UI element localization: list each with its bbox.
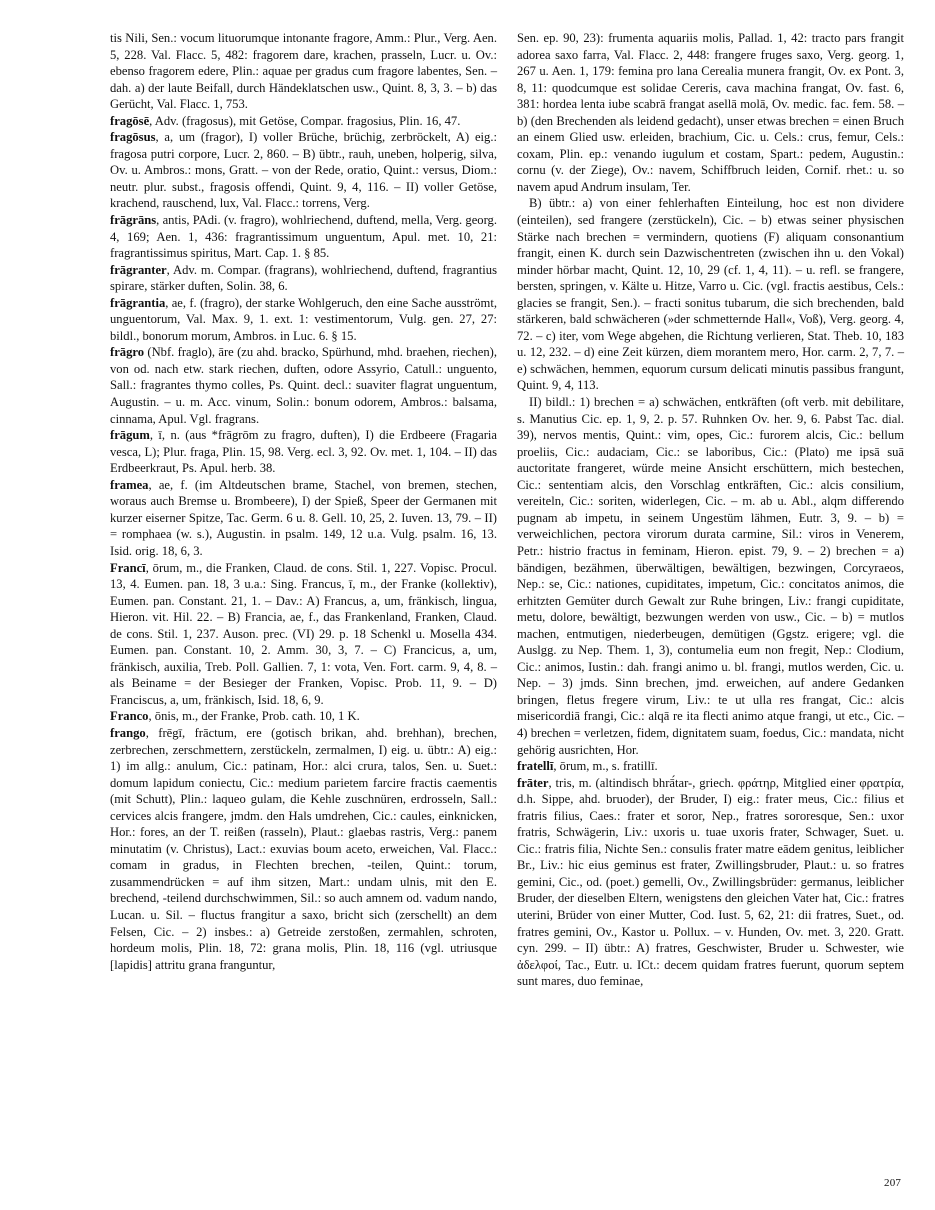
dictionary-entry (110, 295, 497, 345)
headword: Francī (110, 560, 146, 575)
dictionary-entry (110, 725, 497, 973)
headword: frāgum (110, 428, 150, 443)
entry-text: , a, um (fragor), I) voller Brüche, brüchig, zerbröckelt, A) eig.: fragosa putri corpore, Lucr. 2, 860. – B) übtr., rauh, uneben, holperig, silva, Ov. u. Ambros.: mons, Gratt. – von der Rede, oratio, Quint.: versus, Diom.: neutr. plur. subst., fragosis offendi, Quint. 9, 4, 116. – II) voller Getöse, krachend, rauschend, lux, Val. Flacc.: torrens, Verg. (110, 130, 497, 211)
right-column (517, 30, 904, 990)
headword: frāter (517, 775, 549, 790)
dictionary-entry (110, 129, 497, 212)
dictionary-entry (110, 427, 497, 477)
left-column (110, 30, 497, 973)
dictionary-entry (517, 758, 904, 775)
headword: frāgro (110, 345, 145, 360)
dictionary-entry (517, 30, 904, 195)
entry-text: , ī, n. (aus *frāgrōm zu fragro, duften), I) die Erdbeere (Fragaria vesca, L); Plur. fraga, Plin. 15, 98. Verg. ecl. 3, 92. Ov. met. 1, 104. – II) das Erdbeerkraut, Ps. Apul. herb. 38. (110, 428, 497, 476)
headword: frāgrantia (110, 295, 166, 310)
entry-text: , Adv. (fragosus), mit Getöse, Compar. fragosius, Plin. 16, 47. (149, 113, 461, 128)
entry-text: , ae, f. (fragro), der starke Wohlgeruch, den eine Sache ausströmt, unguentorum, Val. Max. 9, 1. ext. 1: vestimentorum, Vulg. gen. 27, 27: bildl., bonorum morum, Ambros. in Luc. 6. § 15. (110, 295, 497, 343)
headword: framea (110, 477, 149, 492)
entry-text: , tris, m. (altindisch bhrā́tar-, griech. φράτηρ, Mitglied einer φρατρία, d.h. Sippe, ahd. bruoder), der Bruder, I) eig.: frater meus, Cic.: filius et fratris filius, Caes.: frater et soror, Nep., fratres sororesque, Sen.: uxor fratris, Schwägerin, Liv.: uxoris u. tuae uxoris frater, Schwager, Suet. u. Cic.: fratris filia, Nichte Sen.: consulis frater matre eādem genitus, leiblicher Br., Liv.: hic eius geminus est frater, Zwillingsbruder, Plaut.: u. so fratres gemini, Cic., od. (poet.) gemelli, Ov., Zwillingsbrüder: germanus, leiblicher Bruder, der dieselben Eltern, wenigstens den gleichen Vater hat, Cic.: fratres uterini, Brüder von einer Mutter, Cod. Iust. 5, 62, 21: dii fratres, Suet., od. fratres gemini, Ov., Kastor u. Pollux. – v. Hunden, Ov. met. 3, 220. Gratt. cyn. 299. – II) übtr.: A) fratres, Geschwister, Bruder u. Schwester, wie ἀδελφοί, Tac., Eutr. u. ICt.: decem quidam fratres fuerunt, quorum septem sunt mares, duo feminae, (517, 775, 904, 989)
headword: fragōsus (110, 130, 156, 145)
entry-text: , antis, PAdi. (v. fragro), wohlriechend, duftend, mella, Verg. georg. 4, 169; Aen. 1, 436: fragrantissimum unguentum, Apul. met. 10, 21: fragrantissimus spiritus, Mart. Cap. 1. § 85. (110, 213, 497, 261)
entry-text: , ōnis, m., der Franke, Prob. cath. 10, 1 K. (148, 709, 360, 724)
dictionary-subsection (517, 394, 904, 758)
entry-text: , Adv. m. Compar. (fragrans), wohlriechend, duftend, fragrantius spirare, stärker duften, Solin. 38, 6. (110, 262, 497, 294)
dictionary-entry (110, 113, 497, 130)
headword: Franco (110, 709, 149, 724)
entry-text: , ōrum, m., s. fratillī. (553, 759, 658, 774)
dictionary-entry (110, 344, 497, 427)
dictionary-entry (110, 30, 497, 113)
entry-text: Sen. ep. 90, 23): frumenta aquariis molis, Pallad. 1, 42: tracto pars frangit adorea saxo farra, Val. Flacc. 2, 448: frangere fruges saxo, Verg. georg. 1, 267 u. Aen. 1, 179: femina pro lana Cerealia munera frangit, Ov. ex Pont. 3, 8, 11: quodcumque est solidae Cereris, cava machina frangat, Ov. fast. 6, 381: hordea lenta iube scabrā frangat asellā molā, Ov. medic. fac. fem. 58. – b) (den Brechenden als leidend gedacht), unser etwas brechen = einen Bruch an einem Glied usw. erleiden, brachium, Cic. u. Cels.: crus, femur, Cels.: coxam, Plin. ep.: venando iugulum et costam, Spart.: pedem, Augustin.: cornu (v. der Ziege), Ov.: navem, Schiffbruch leiden, Cornif. rhet.: u. so navem apud Andrum insulam, Ter. (517, 31, 904, 194)
headword: frāgrāns (110, 213, 157, 228)
dictionary-entry (110, 212, 497, 262)
entry-text: II) bildl.: 1) brechen = a) schwächen, entkräften (oft verb. mit debilitare, s. Manutius Cic. ep. 1, 9, 2. p. 57. Ruhnken Ov. her. 9, 6. Pabst Tac. dial. 39), nervos mentis, Quint.: vim, opes, Cic.: furorem alcis, Cic.: bellum proeliis, Cic.: audaciam, Cic.: se laboribus, Cic.: (Plato) me ipsā suā auctoritate frangeret, würde meine Ansicht erschüttern, mich bestechen, Cic.: sententiam alcis, den Vorschlag entkräften, Cic.: alcis consilium, vereiteln, Cic.: soriten, widerlegen, Cic. – m. ab u. Abl., alqm differendo pugnam ab impetu, in seinem Ungestüm lähmen, Eutr. 3, 9. – b) = verweichlichen, pectora virorum durata carmine, Sil.: viros in Venerem, Petr.: histrio fractus in feminam, Hieron. epist. 79, 9. – 2) brechen = a) bändigen, bezähmen, überwältigen, bewältigen, bezwingen, Corcyraeos, Nep.: se, Cic.: nationes, cupiditates, impetum, Cic.: concitatos animos, die erhitzten Gemüter durch Gewalt zur Ruhe bringen, Liv.: frangi cupiditate, metu, dolore, bewältigt, bezwungen werden von usw., Cic. – b) = mutlos machen, entmutigen, niederbeugen, demütigen (Ggstz. erigere; vgl. die Auslgg. zu Nep. Them. 1, 3), contumelia eum non fregit, Nep.: Clodium, Cic.: animos, Iustin.: dah. frangi animo u. bl. frangi, mutlos werden, Cic. u. Nep. – 3) jmds. Sinn brechen, jmd. erweichen, auf andere Gedanken bringen, fletus fregere virum, Liv.: te ut ulla res frangat, Cic.: alcis misericordiā frangi, Cic.: alqā re ita flecti animo atque frangi, ut etc., Cic. – 4) brechen = verletzen, fidem, dignitatem suam, foedus, Cic.: mandata, nicht gehörig ausrichten, Hor. (517, 395, 904, 757)
entry-text: B) übtr.: a) von einer fehlerhaften Einteilung, hoc est non dividere (einteilen), sed frangere (zerstückeln), Cic. – b) etwas seiner physischen Stärke nach brechen = vermindern, quotiens (F) aliquam consonantium frangit, einen K. durch sein Dazwischentreten (zwischen ihn u. den Vokal) minder hörbar macht, Quint. 12, 10, 29 (cf. 1, 4, 11). – u. refl. se frangere, bersten, springen, v. Kälte u. Hitze, Varro u. Cic. (vgl. fractis aestibus, Cels.: glacies se frangit, Sen.). – fracti sonitus tubarum, die sich brechenden, bald stärkeren, bald schwächeren (»der schmetternde Hall«, Voß), Verg. georg. 4, 72. – c) iter, vom Wege abgehen, die Richtung verlieren, Stat. Theb. 10, 183 u. 12, 232. – d) eine Zeit kürzen, diem morantem mero, Hor. carm. 2, 7, 7. – e) schwächen, hemmen, equorum cursum delicati minutis passibus frangunt, Quint. 9, 4, 113. (517, 196, 904, 393)
headword: frāgranter (110, 262, 167, 277)
headword: frango (110, 725, 146, 740)
dictionary-entry (110, 477, 497, 560)
dictionary-entry (110, 708, 497, 725)
entry-text: (Nbf. fraglo), āre (zu ahd. bracko, Spürhund, mhd. braehen, riechen), von od. nach etw. stark riechen, duften, odore Assyrio, Catull.: unguento, Sall.: fragrantes thymo colles, Ps. Quint. decl.: suaviter flagrat unguentum, Augustin. – u. m. Acc. vinum, Solin.: bonum odorem, Ambros.: balsama, cinnama, Apul. Vgl. fragrans. (110, 345, 497, 426)
dictionary-entry (110, 262, 497, 295)
entry-text: , ōrum, m., die Franken, Claud. de cons. Stil. 1, 227. Vopisc. Procul. 13, 4. Eumen. pan. 18, 3 u.a.: Sing. Francus, ī, m., der Franke (kollektiv), Eumen. pan. Constant. 21, 1. – Dav.: A) Francus, a, um, fränkisch, lingua, Hieron. vit. Hil. 22. – B) Francia, ae, f., das Frankenland, Franken, Claud. de cons. Stil. 1, 237. Auson. prec. (VI) 29. p. 18 Schenkl u. Mosella 434. Eumen. pan. Constant. 10, 2. Amm. 30, 3, 7. – C) Francicus, a, um, fränkisch, auxilia, Treb. Poll. Gallien. 7, 1: vota, Ven. Fort. carm. 9, 4, 8. – als Beiname = der Besieger der Franken, Vopisc. Prob. 11, 9. – D) Franciscus, a, um, fränkisch, Isid. 18, 6, 9. (110, 560, 497, 707)
dictionary-entry (110, 560, 497, 709)
headword: fratellī (517, 759, 554, 774)
entry-text: tis Nili, Sen.: vocum lituorumque intonante fragore, Amm.: Plur., Verg. Aen. 5, 228. Val. Flacc. 5, 482: fragorem dare, krachen, prasseln, Lucr. u. Ov.: ebenso fragorem edere, Plin.: aquae per gradus cum fragore labentes, Sen. – dah. a) der laute Beifall, durch Händeklatschen usw., Quint. 8, 3, 3. – b) das Gerücht, Val. Flacc. 1, 753. (110, 31, 497, 112)
headword: fragōsē (110, 113, 150, 128)
page-number: 207 (884, 1177, 902, 1189)
dictionary-entry (517, 775, 904, 990)
entry-text: , frēgī, frāctum, ere (gotisch brikan, ahd. brehhan), brechen, zerbrechen, zerschmettern, zerstückeln, zermalmen, I) eig. u. übtr.: A) eig.: 1) im allg.: anulum, Cic.: patinam, Hor.: alci crura, talos, Sen. u. Suet.: domum lapidum coniectu, Cic.: medium parietem farcire fractis caementis (mit Schutt), Plin.: laqueo gulam, die Kehle zuschnüren, erdrosseln, Sall.: cervices alcis frangere, jmdm. den Hals umdrehen, Cic.: caules, einknicken, Hor.: fores, an der T. reißen (rasseln), Plaut.: glaebas rastris, Verg.: panem minutatim (v. Christus), Lact.: exuvias boum aceto, erweichen, Val. Flacc.: comam in gradus, in Flechten brechen, -teilen, Quint.: torum, zusammendrücken = auf ihm sitzen, Mart.: undam ulnis, mit den E. brechend, -teilend durchschwimmen, Sil.: so auch amnem od. vadum nando, Lucan. u. Sil. – fluctus frangitur a saxo, bricht sich (zerschellt) an dem Felsen, Cic. – 2) insbes.: a) Getreide zerstoßen, zermahlen, schroten, hordeum molis, Plin. 18, 72: grana molis, Plin. 18, 116 (vgl. utriusque [lapidis] attritu grana franguntur, (110, 725, 497, 972)
entry-text: , ae, f. (im Altdeutschen brame, Stachel, von bremen, stechen, woraus auch Bremse u. Brombeere), I) der Spieß, Speer der Germanen mit kurzer eiserner Spitze, Tac. Germ. 6 u. 8. Gell. 10, 25, 2. Iuven. 13, 79. – II) = romphaea (w. s.), Augustin. in psalm. 149, 12 u.a. Vulg. psalm. 16, 13. Isid. orig. 18, 6, 3. (110, 477, 497, 558)
dictionary-subsection (517, 195, 904, 394)
